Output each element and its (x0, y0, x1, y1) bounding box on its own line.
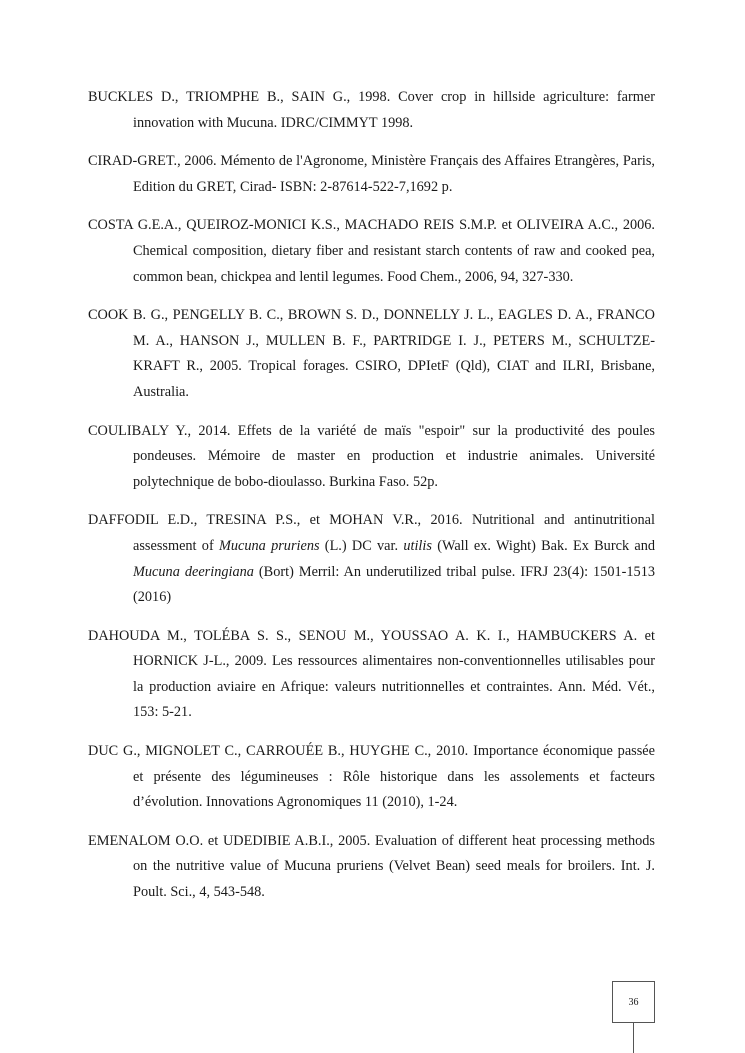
reference-text: EMENALOM O.O. et UDEDIBIE A.B.I., 2005. Evaluation of different heat processing methods on the nutritive value of Mucuna pruriens (Velvet Bean) seed meals for broilers. Int. J. Poult. Sci., 4, 543-548. (88, 832, 655, 901)
reference-entry (88, 85, 655, 136)
reference-text: (Bort) Merril: An underutilized tribal pulse. IFRJ 23(4): 1501-1513 (2016) (133, 563, 656, 606)
page-number-divider (633, 1023, 634, 1053)
reference-text: COOK B. G., PENGELLY B. C., BROWN S. D., DONNELLY J. L., EAGLES D. A., FRANCO M. A., HANSON J., MULLEN B. F., PARTRIDGE I. J., PETERS M., SCHULTZE-KRAFT R., 2005. Tropical forages. CSIRO, DPIetF (Qld), CIAT and ILRI, Brisbane, Australia. (88, 307, 655, 400)
reference-entry (88, 508, 655, 610)
reference-text: COSTA G.E.A., QUEIROZ-MONICI K.S., MACHADO REIS S.M.P. et OLIVEIRA A.C., 2006. Chemical composition, dietary fiber and resistant starch contents of raw and cooked pea, common bean, chickpea and lentil legumes. Food Chem., 2006, 94, 327-330. (88, 217, 655, 285)
reference-text: COULIBALY Y., 2014. Effets de la variété de maïs "espoir" sur la productivité des poules pondeuses. Mémoire de master en production et industrie animales. Université polytechnique de bobo-dioulasso. Burkina Faso. 52p. (88, 422, 655, 490)
reference-text: (Wall ex. Wight) Bak. Ex Burck and (431, 537, 655, 554)
reference-text: DAFFODIL E.D., TRESINA P.S., et MOHAN V.R., 2016. Nutritional and antinutritional assessment of (88, 512, 655, 554)
reference-text: (L.) DC var. (319, 537, 404, 554)
reference-list (88, 85, 655, 919)
reference-entry (88, 624, 655, 726)
reference-text: DUC G., MIGNOLET C., CARROUÉE B., HUYGHE C., 2010. Importance économique passée et présente des légumineuses : Rôle historique dans les assolements et facteurs d’évolution. Innovations Agronomiques 11 (2010), 1-24. (88, 743, 655, 811)
page-number: 36 (628, 996, 639, 1008)
reference-entry (88, 739, 655, 816)
reference-text: BUCKLES D., TRIOMPHE B., SAIN G., 1998. Cover crop in hillside agriculture: farmer innovation with Mucuna. IDRC/CIMMYT 1998. (88, 89, 655, 131)
species-name: Mucuna deeringiana (133, 563, 254, 580)
variety-name: utilis (403, 537, 432, 554)
species-name: Mucuna pruriens (218, 537, 320, 554)
reference-entry (88, 303, 655, 405)
reference-entry (88, 213, 655, 290)
reference-entry (88, 419, 655, 496)
page-number-box (612, 981, 655, 1023)
reference-entry (88, 149, 655, 200)
reference-text: CIRAD-GRET., 2006. Mémento de l'Agronome, Ministère Français des Affaires Etrangères, Paris, Edition du GRET, Cirad- ISBN: 2-87614-522-7,1692 p. (88, 153, 655, 195)
reference-entry (88, 829, 655, 906)
reference-text: DAHOUDA M., TOLÉBA S. S., SENOU M., YOUSSAO A. K. I., HAMBUCKERS A. et HORNICK J-L., 2009. Les ressources alimentaires non-conventionnelles utilisables pour la production aviaire en Afrique: valeurs nutritionnelles et contraintes. Ann. Méd. Vét., 153: 5-21. (88, 627, 655, 721)
